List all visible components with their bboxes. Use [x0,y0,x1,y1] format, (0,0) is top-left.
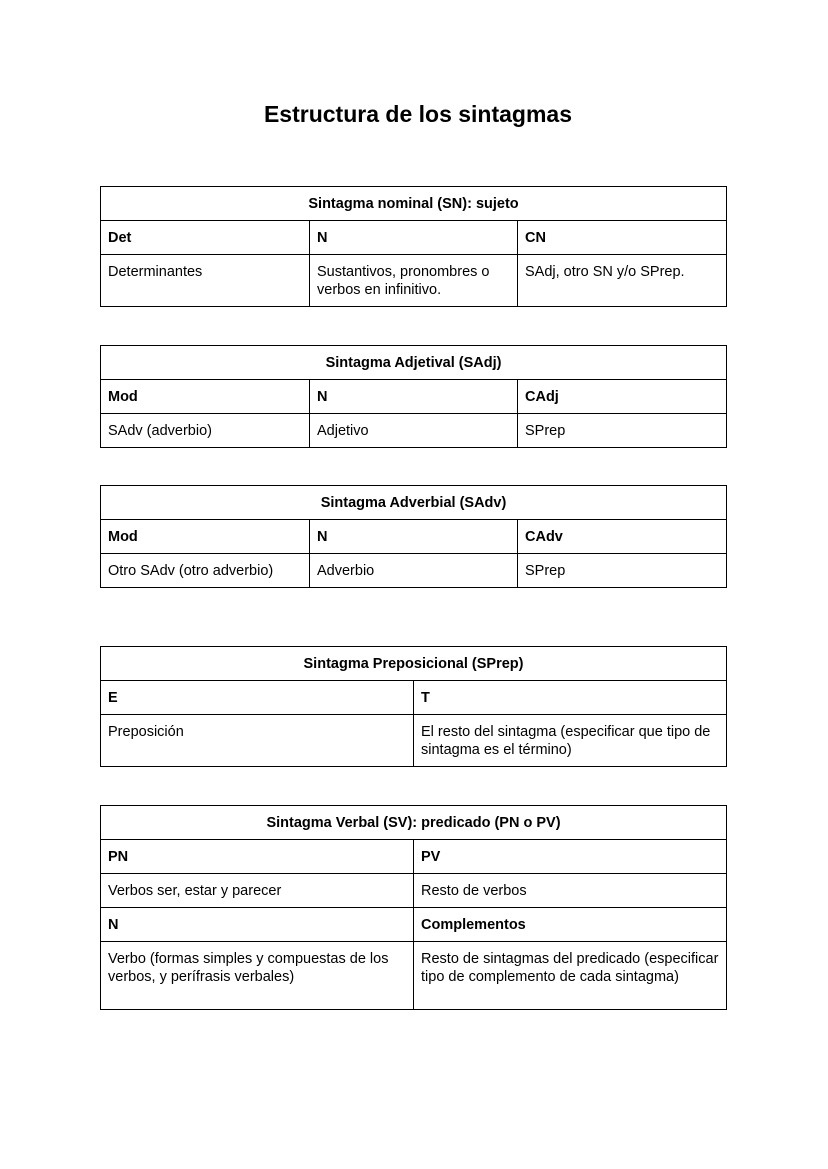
table-row [101,414,727,448]
column-header-n: N [101,908,414,942]
table-header-row [101,681,727,715]
table-row [101,255,727,307]
table-cell: Adjetivo [310,414,518,448]
table-cell: SPrep [518,554,727,588]
table-header-row [101,380,727,414]
table-row [101,942,727,1010]
sintagma-verbal-table [100,805,727,1010]
table-header-row [101,520,727,554]
table-title-row [101,486,727,520]
table-title: Sintagma Preposicional (SPrep) [101,647,727,681]
column-header-t: T [414,681,727,715]
column-header-cadj: CAdj [518,380,727,414]
table-cell: SAdj, otro SN y/o SPrep. [518,255,727,307]
column-header-det: Det [101,221,310,255]
table-cell: Preposición [101,715,414,767]
table-cell: Otro SAdv (otro adverbio) [101,554,310,588]
table-cell: El resto del sintagma (especificar que tipo de sintagma es el término) [414,715,727,767]
table-cell: Adverbio [310,554,518,588]
table-title: Sintagma Adverbial (SAdv) [101,486,727,520]
table-cell: Resto de verbos [414,874,727,908]
column-header-cadv: CAdv [518,520,727,554]
table-row [101,715,727,767]
column-header-mod: Mod [101,380,310,414]
table-row [101,554,727,588]
page-title: Estructura de los sintagmas [263,101,573,127]
table-cell: SAdv (adverbio) [101,414,310,448]
column-header-n: N [310,221,518,255]
table-header-row [101,221,727,255]
sintagma-adjetival-table [100,345,727,448]
column-header-mod: Mod [101,520,310,554]
column-header-pv: PV [414,840,727,874]
table-header-row [101,908,727,942]
table-title: Sintagma Verbal (SV): predicado (PN o PV) [101,806,727,840]
table-title: Sintagma Adjetival (SAdj) [101,346,727,380]
table-cell: Sustantivos, pronombres o verbos en infinitivo. [310,255,518,307]
sintagma-nominal-table [100,186,727,307]
column-header-n: N [310,380,518,414]
table-title-row [101,806,727,840]
table-header-row [101,840,727,874]
table-cell: Resto de sintagmas del predicado (especificar tipo de complemento de cada sintagma) [414,942,727,1010]
table-cell: Determinantes [101,255,310,307]
table-title-row [101,187,727,221]
column-header-complementos: Complementos [414,908,727,942]
column-header-n: N [310,520,518,554]
column-header-cn: CN [518,221,727,255]
table-cell: SPrep [518,414,727,448]
table-title-row [101,346,727,380]
sintagma-adverbial-table [100,485,727,588]
column-header-pn: PN [101,840,414,874]
sintagma-preposicional-table [100,646,727,767]
table-title-row [101,647,727,681]
table-row [101,874,727,908]
table-cell: Verbos ser, estar y parecer [101,874,414,908]
column-header-e: E [101,681,414,715]
table-title: Sintagma nominal (SN): sujeto [101,187,727,221]
table-cell: Verbo (formas simples y compuestas de los verbos, y perífrasis verbales) [101,942,414,1010]
